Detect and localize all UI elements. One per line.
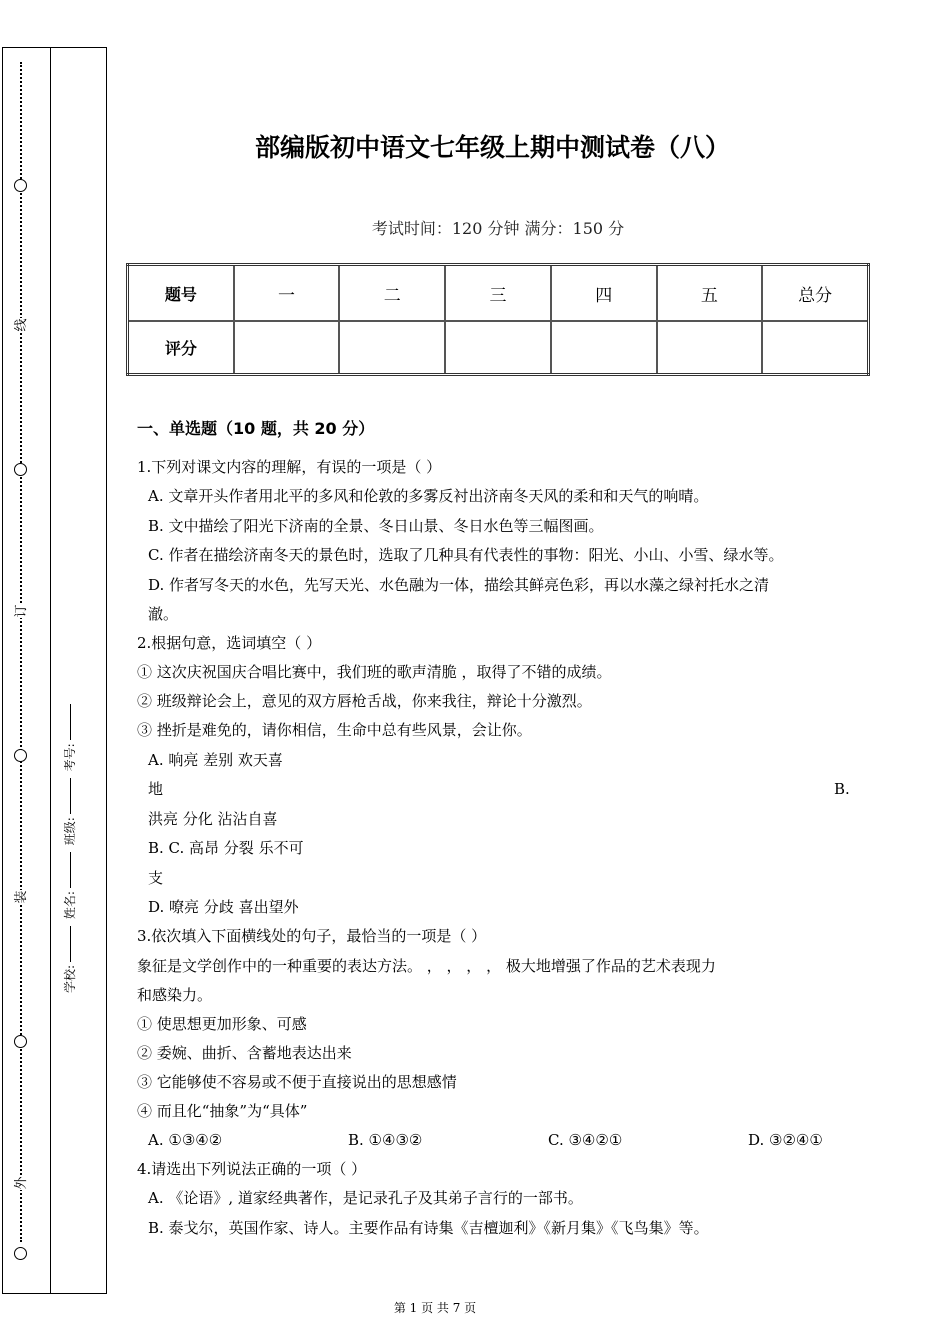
q4-option-a: A. 《论语》, 道家经典著作，是记录孔子及其弟子言行的一部书。 bbox=[148, 1189, 583, 1207]
q2-option-c: B. C. 高昂 分裂 乐不可 bbox=[148, 839, 304, 857]
binding-hole-icon bbox=[14, 179, 27, 192]
q2-sentence-3: ③ 挫折是难免的，请你相信，生命中总有些风景，会让你。 bbox=[137, 721, 532, 739]
binding-label-line: 线 bbox=[14, 318, 29, 332]
q3-stem: 3.依次填入下面横线处的句子，最恰当的一项是（ ） bbox=[137, 927, 487, 945]
page-footer: 第 1 页 共 7 页 bbox=[393, 1301, 477, 1315]
q4-option-b: B. 泰戈尔，英国作家、诗人。主要作品有诗集《吉檀迦利》《新月集》《飞鸟集》等。 bbox=[148, 1219, 709, 1237]
q3-option-a: A. ①③④② bbox=[148, 1131, 223, 1149]
exam-info: 考试时间：120 分钟 满分：150 分 bbox=[371, 219, 625, 238]
q1-option-d-cont: 澈。 bbox=[148, 605, 179, 623]
score-table-header-row bbox=[128, 265, 869, 322]
q3-sentence-1: ① 使思想更加形象、可感 bbox=[137, 1015, 307, 1033]
question-number-header: 题号 bbox=[128, 265, 234, 322]
school-field-label: 学校: bbox=[63, 964, 77, 993]
q3-sentence-3: ③ 它能够使不容易或不便于直接说出的思想感情 bbox=[137, 1073, 457, 1091]
q1-option-a: A. 文章开头作者用北平的多风和伦敦的多雾反衬出济南冬天风的柔和和天气的响晴。 bbox=[148, 487, 709, 505]
q2-option-b-mark: B. bbox=[834, 780, 850, 798]
score-cell[interactable] bbox=[657, 321, 763, 374]
exam-number-field-label: 考号: bbox=[63, 743, 77, 772]
score-col-4: 四 bbox=[551, 265, 657, 322]
q2-sentence-1: ① 这次庆祝国庆合唱比赛中，我们班的歌声清脆 ，取得了不错的成绩。 bbox=[137, 663, 612, 681]
q2-stem: 2.根据句意，选词填空（ ） bbox=[137, 634, 322, 652]
page-title: 部编版初中语文七年级上期中测试卷（八） bbox=[254, 133, 730, 162]
score-col-1: 一 bbox=[234, 265, 340, 322]
q2-option-b: 洪亮 分化 沾沾自喜 bbox=[148, 810, 278, 828]
class-field[interactable] bbox=[70, 778, 71, 814]
q3-sentence-2: ② 委婉、曲折、含蓄地表达出来 bbox=[137, 1044, 352, 1062]
q1-stem: 1.下列对课文内容的理解，有误的一项是（ ） bbox=[137, 458, 442, 476]
q2-sentence-2: ② 班级辩论会上，意见的双方唇枪舌战，你来我往，辩论十分激烈。 bbox=[137, 692, 592, 710]
binding-label-outer: 外 bbox=[14, 1176, 29, 1190]
exam-number-field[interactable] bbox=[70, 704, 71, 740]
q2-option-a-cont: 地 bbox=[148, 780, 164, 798]
binding-label-order: 订 bbox=[14, 604, 29, 618]
q1-option-b: B. 文中描绘了阳光下济南的全景、冬日山景、冬日水色等三幅图画。 bbox=[148, 517, 604, 535]
binding-hole-icon bbox=[14, 463, 27, 476]
name-field-label: 姓名: bbox=[63, 891, 77, 920]
score-cell[interactable] bbox=[445, 321, 551, 374]
class-field-label: 班级: bbox=[63, 817, 77, 846]
name-field[interactable] bbox=[70, 852, 71, 888]
score-cell[interactable] bbox=[339, 321, 445, 374]
score-col-total: 总分 bbox=[762, 265, 868, 322]
binding-hole-icon bbox=[14, 1247, 27, 1260]
binding-label-bind: 装 bbox=[14, 890, 29, 904]
q1-option-d: D. 作者写冬天的水色，先写天光、水色融为一体，描绘其鲜亮色彩，再以水藻之绿衬托水之清 bbox=[148, 576, 770, 594]
score-cell[interactable] bbox=[551, 321, 657, 374]
score-col-3: 三 bbox=[445, 265, 551, 322]
score-row-label: 评分 bbox=[128, 321, 234, 374]
q3-option-d: D. ③②④① bbox=[748, 1131, 823, 1149]
score-cell[interactable] bbox=[234, 321, 340, 374]
section-title: 一、单选题（10 题，共 20 分） bbox=[137, 419, 375, 438]
q2-option-c-cont: 支 bbox=[148, 869, 164, 887]
cut-line bbox=[20, 62, 22, 1242]
q2-option-d: D. 嘹亮 分歧 喜出望外 bbox=[148, 898, 299, 916]
q3-passage: 象征是文学创作中的一种重要的表达方法。 ， ， ， ， 极大地增强了作品的艺术表现力 bbox=[137, 957, 716, 975]
q3-option-c: C. ③④②① bbox=[548, 1131, 623, 1149]
binding-hole-icon bbox=[14, 1035, 27, 1048]
binding-hole-icon bbox=[14, 749, 27, 762]
q3-passage-cont: 和感染力。 bbox=[137, 986, 213, 1004]
q3-sentence-4: ④ 而且化“抽象”为“具体” bbox=[137, 1102, 308, 1120]
score-col-2: 二 bbox=[339, 265, 445, 322]
q1-option-c: C. 作者在描绘济南冬天的景色时，选取了几种具有代表性的事物：阳光、小山、小雪、绿水等。 bbox=[148, 546, 784, 564]
score-cell[interactable] bbox=[762, 321, 868, 374]
score-table-score-row bbox=[128, 321, 869, 374]
q3-option-b: B. ①④③② bbox=[348, 1131, 423, 1149]
school-field[interactable] bbox=[70, 926, 71, 962]
q4-stem: 4.请选出下列说法正确的一项（ ） bbox=[137, 1160, 367, 1178]
score-table bbox=[126, 263, 870, 376]
student-info-fields bbox=[61, 701, 78, 993]
q2-option-a: A. 响亮 差别 欢天喜 bbox=[148, 751, 283, 769]
score-col-5: 五 bbox=[657, 265, 763, 322]
